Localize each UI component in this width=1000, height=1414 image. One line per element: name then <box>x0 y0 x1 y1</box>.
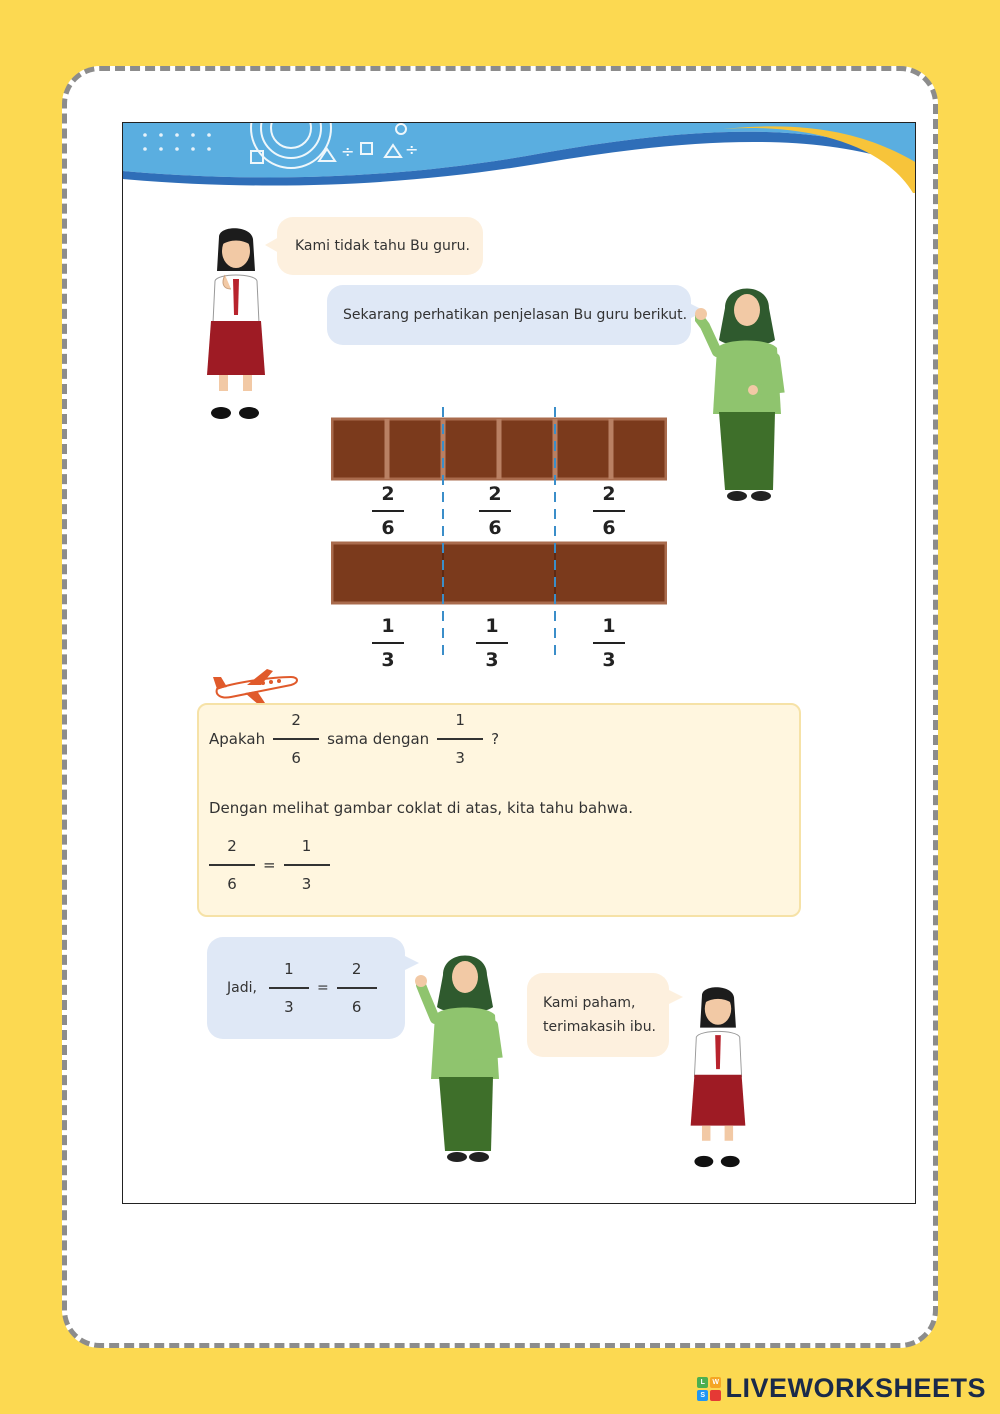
teacher-speech-bubble <box>327 285 691 345</box>
svg-text:÷: ÷ <box>341 142 355 161</box>
airplane-icon <box>211 667 301 707</box>
student-question-text: Kami tidak tahu Bu guru. <box>295 238 470 254</box>
conclusion-prefix: Jadi, <box>227 980 257 996</box>
question-fraction-b: 1 3 <box>437 711 483 767</box>
statement-text: Dengan melihat gambar coklat di atas, kita tahu bahwa. <box>209 799 633 817</box>
question-middle: sama dengan <box>327 729 430 748</box>
header-banner <box>123 123 916 203</box>
equation-fraction-b: 1 3 <box>284 837 330 893</box>
svg-text:÷: ÷ <box>405 140 419 159</box>
conclusion-fraction-left: 1 3 <box>269 960 309 1016</box>
question-suffix: ? <box>491 729 500 748</box>
student-girl-figure <box>201 223 271 428</box>
student-thanks-line1: Kami paham, <box>543 995 636 1011</box>
teacher-figure <box>695 278 791 508</box>
question-fraction-a: 2 6 <box>273 711 319 767</box>
chocolate-bar-thirds <box>332 543 666 603</box>
equation-equals: = <box>263 855 276 874</box>
question-prefix: Apakah <box>209 729 266 748</box>
fraction-one-third-1: 1 3 <box>368 615 408 671</box>
explanation-box <box>197 703 801 917</box>
fraction-two-sixths-1: 2 6 <box>368 483 408 539</box>
equation-fraction-a: 2 6 <box>209 837 255 893</box>
teacher-figure-bottom <box>413 945 509 1167</box>
question-row <box>209 711 499 767</box>
student-thanks-bubble <box>527 973 669 1057</box>
student-girl-figure-bottom <box>685 979 751 1179</box>
liveworksheets-logo[interactable] <box>697 1373 986 1404</box>
equation-row <box>201 837 338 893</box>
conclusion-fraction-right: 2 6 <box>337 960 377 1016</box>
conclusion-speech-bubble <box>207 937 405 1039</box>
student-thanks-line2: terimakasih ibu. <box>543 1019 657 1035</box>
textbook-page <box>122 122 916 1204</box>
teacher-intro-text: Sekarang perhatikan penjelasan Bu guru berikut. <box>343 307 688 323</box>
student-speech-bubble <box>277 217 483 275</box>
fraction-two-sixths-3: 2 6 <box>589 483 629 539</box>
liveworksheets-icon: L W S <box>697 1377 721 1401</box>
fraction-one-third-3: 1 3 <box>589 615 629 671</box>
fraction-one-third-2: 1 3 <box>472 615 512 671</box>
brand-name: LIVEWORKSHEETS <box>725 1373 986 1403</box>
fraction-two-sixths-2: 2 6 <box>475 483 515 539</box>
conclusion-equals: = <box>316 980 329 996</box>
